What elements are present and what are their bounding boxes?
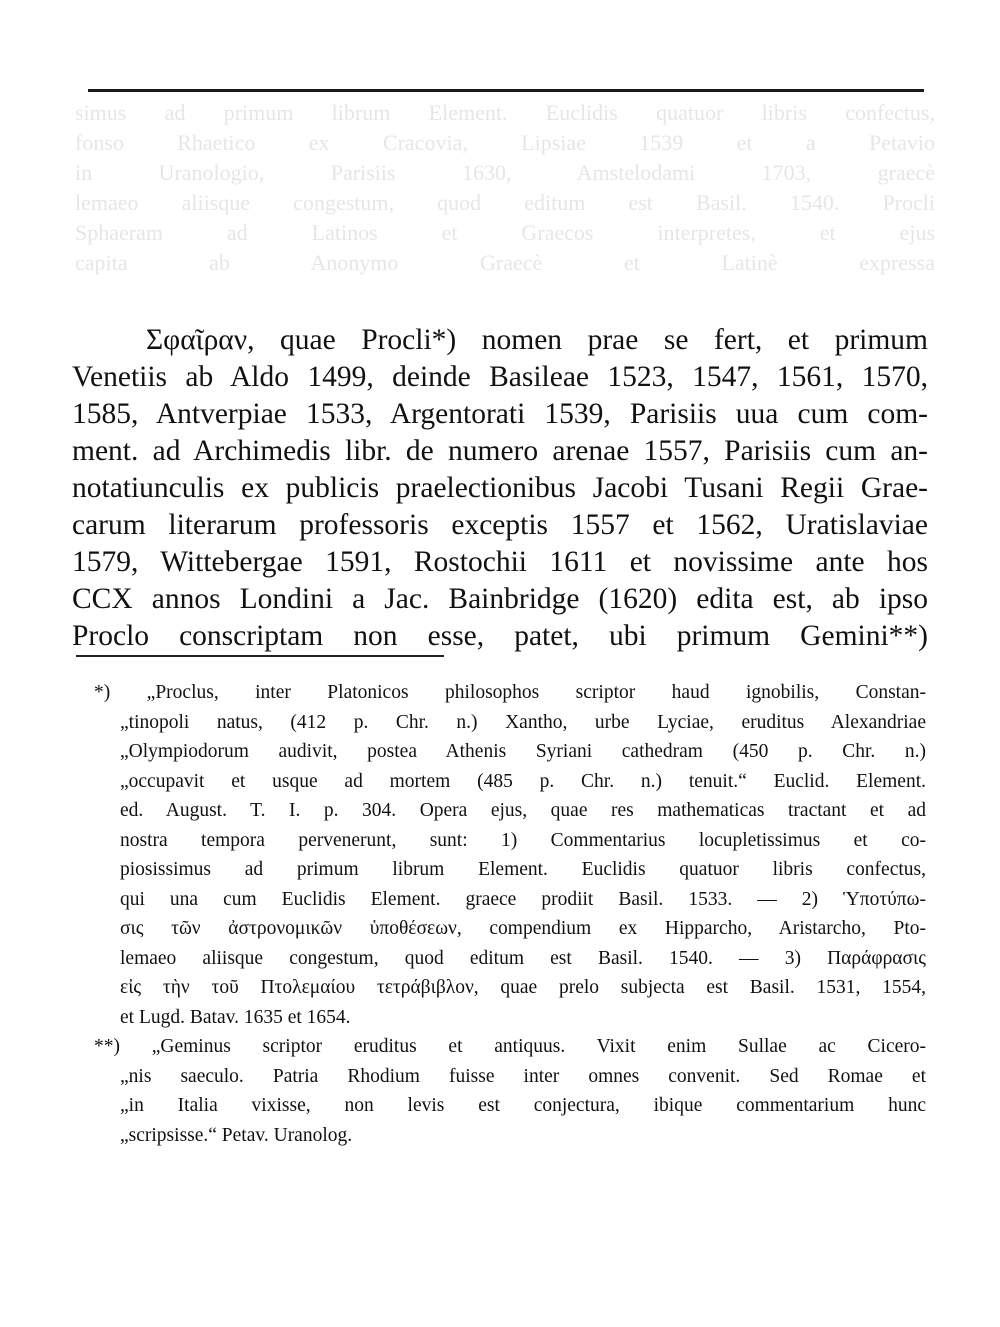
footnote-line: qui una cum Euclidis Element. graece prodiit Basil. 1533. — 2) Ὑποτύπω- [120, 888, 926, 910]
paragraph-line: notatiunculis ex publicis praelectionibus Jacobi Tusani Regii Grae- [72, 472, 928, 504]
paragraph-line: Venetiis ab Aldo 1499, deinde Basileae 1523, 1547, 1561, 1570, [72, 361, 928, 393]
header-rule [88, 89, 924, 92]
footnote-line: nostra tempora pervenerunt, sunt: 1) Commentarius locupletissimus et co- [120, 829, 926, 851]
bleed-through-line: simus ad primum librum Element. Euclidis quatuor libris confectus, [75, 100, 935, 125]
footnote-line: „in Italia vixisse, non levis est conjectura, ibique commentarium hunc [120, 1095, 926, 1116]
paragraph-line: Proclo conscriptam non esse, patet, ubi primum Gemini**) [72, 620, 928, 652]
footnote-line: ed. August. T. I. p. 304. Opera ejus, quae res mathematicas tractant et ad [120, 800, 926, 821]
paragraph-line: 1585, Antverpiae 1533, Argentorati 1539, Parisiis uua cum com- [72, 398, 928, 430]
paragraph-line: CCX annos Londini a Jac. Bainbridge (1620) edita est, ab ipso [72, 583, 928, 615]
footnote-line: et Lugd. Batav. 1635 et 1654. [120, 1006, 351, 1028]
footnote-line: εἰς τὴν τοῦ Πτολεμαίου τετράβιβλον, quae prelo subjecta est Basil. 1531, 1554, [120, 977, 926, 998]
footnote-line: „Olympiodorum audivit, postea Athenis Syriani cathedram (450 p. Chr. n.) [120, 741, 926, 762]
footnote-line: „occupavit et usque ad mortem (485 p. Chr. n.) tenuit.“ Euclid. Element. [120, 770, 926, 792]
bleed-through-line: capita ab Anonymo Graecè et Latinè expressa [75, 250, 935, 275]
main-paragraph [72, 322, 928, 655]
bleed-through-line: lemaeo aliisque congestum, quod editum est Basil. 1540. Procli [75, 190, 935, 215]
footnote-line: piosissimus ad primum librum Element. Euclidis quatuor libris confectus, [120, 859, 926, 880]
paragraph-line: 1579, Wittebergae 1591, Rostochii 1611 et novissime ante hos [72, 546, 928, 578]
footnote-line: „scripsisse.“ Petav. Uranolog. [120, 1124, 353, 1146]
footnote-separator [76, 655, 444, 657]
footnote-line: „tinopoli natus, (412 p. Chr. n.) Xantho, urbe Lyciae, eruditus Alexandriae [120, 711, 926, 733]
bleed-through-line: fonso Rhaetico ex Cracovia, Lipsiae 1539 et a Petavio [75, 130, 935, 155]
footnote-geminus [94, 1032, 926, 1150]
bleed-through-line: in Uranologio, Parisiis 1630, Amstelodami 1703, graecè [75, 160, 935, 185]
bleed-through-text [75, 98, 935, 278]
footnote-line: „nis saeculo. Patria Rhodium fuisse inter omnes convenit. Sed Romae et [120, 1065, 926, 1087]
footnote-line: **) „Geminus scriptor eruditus et antiquus. Vixit enim Sullae ac Cicero- [94, 1036, 926, 1057]
footnote-line: σις τῶν ἀστρονομικῶν ὑποθέσεων, compendium ex Hipparcho, Aristarcho, Pto- [120, 918, 926, 939]
footnote-line: lemaeo aliisque congestum, quod editum est Basil. 1540. — 3) Παράφρασις [120, 947, 926, 969]
bleed-through-line: Sphaeram ad Latinos et Graecos interpretes, et ejus [75, 220, 935, 245]
paragraph-line: carum literarum professoris exceptis 1557 et 1562, Uratislaviae [72, 509, 928, 541]
paragraph-line: Σφαῖραν, quae Procli*) nomen prae se fert, et primum [146, 324, 928, 356]
paragraph-line: ment. ad Archimedis libr. de numero arenae 1557, Parisiis cum an- [72, 435, 928, 467]
footnote-proclus [94, 678, 926, 1032]
footnote-line: *) „Proclus, inter Platonicos philosophos scriptor haud ignobilis, Constan- [94, 682, 926, 703]
